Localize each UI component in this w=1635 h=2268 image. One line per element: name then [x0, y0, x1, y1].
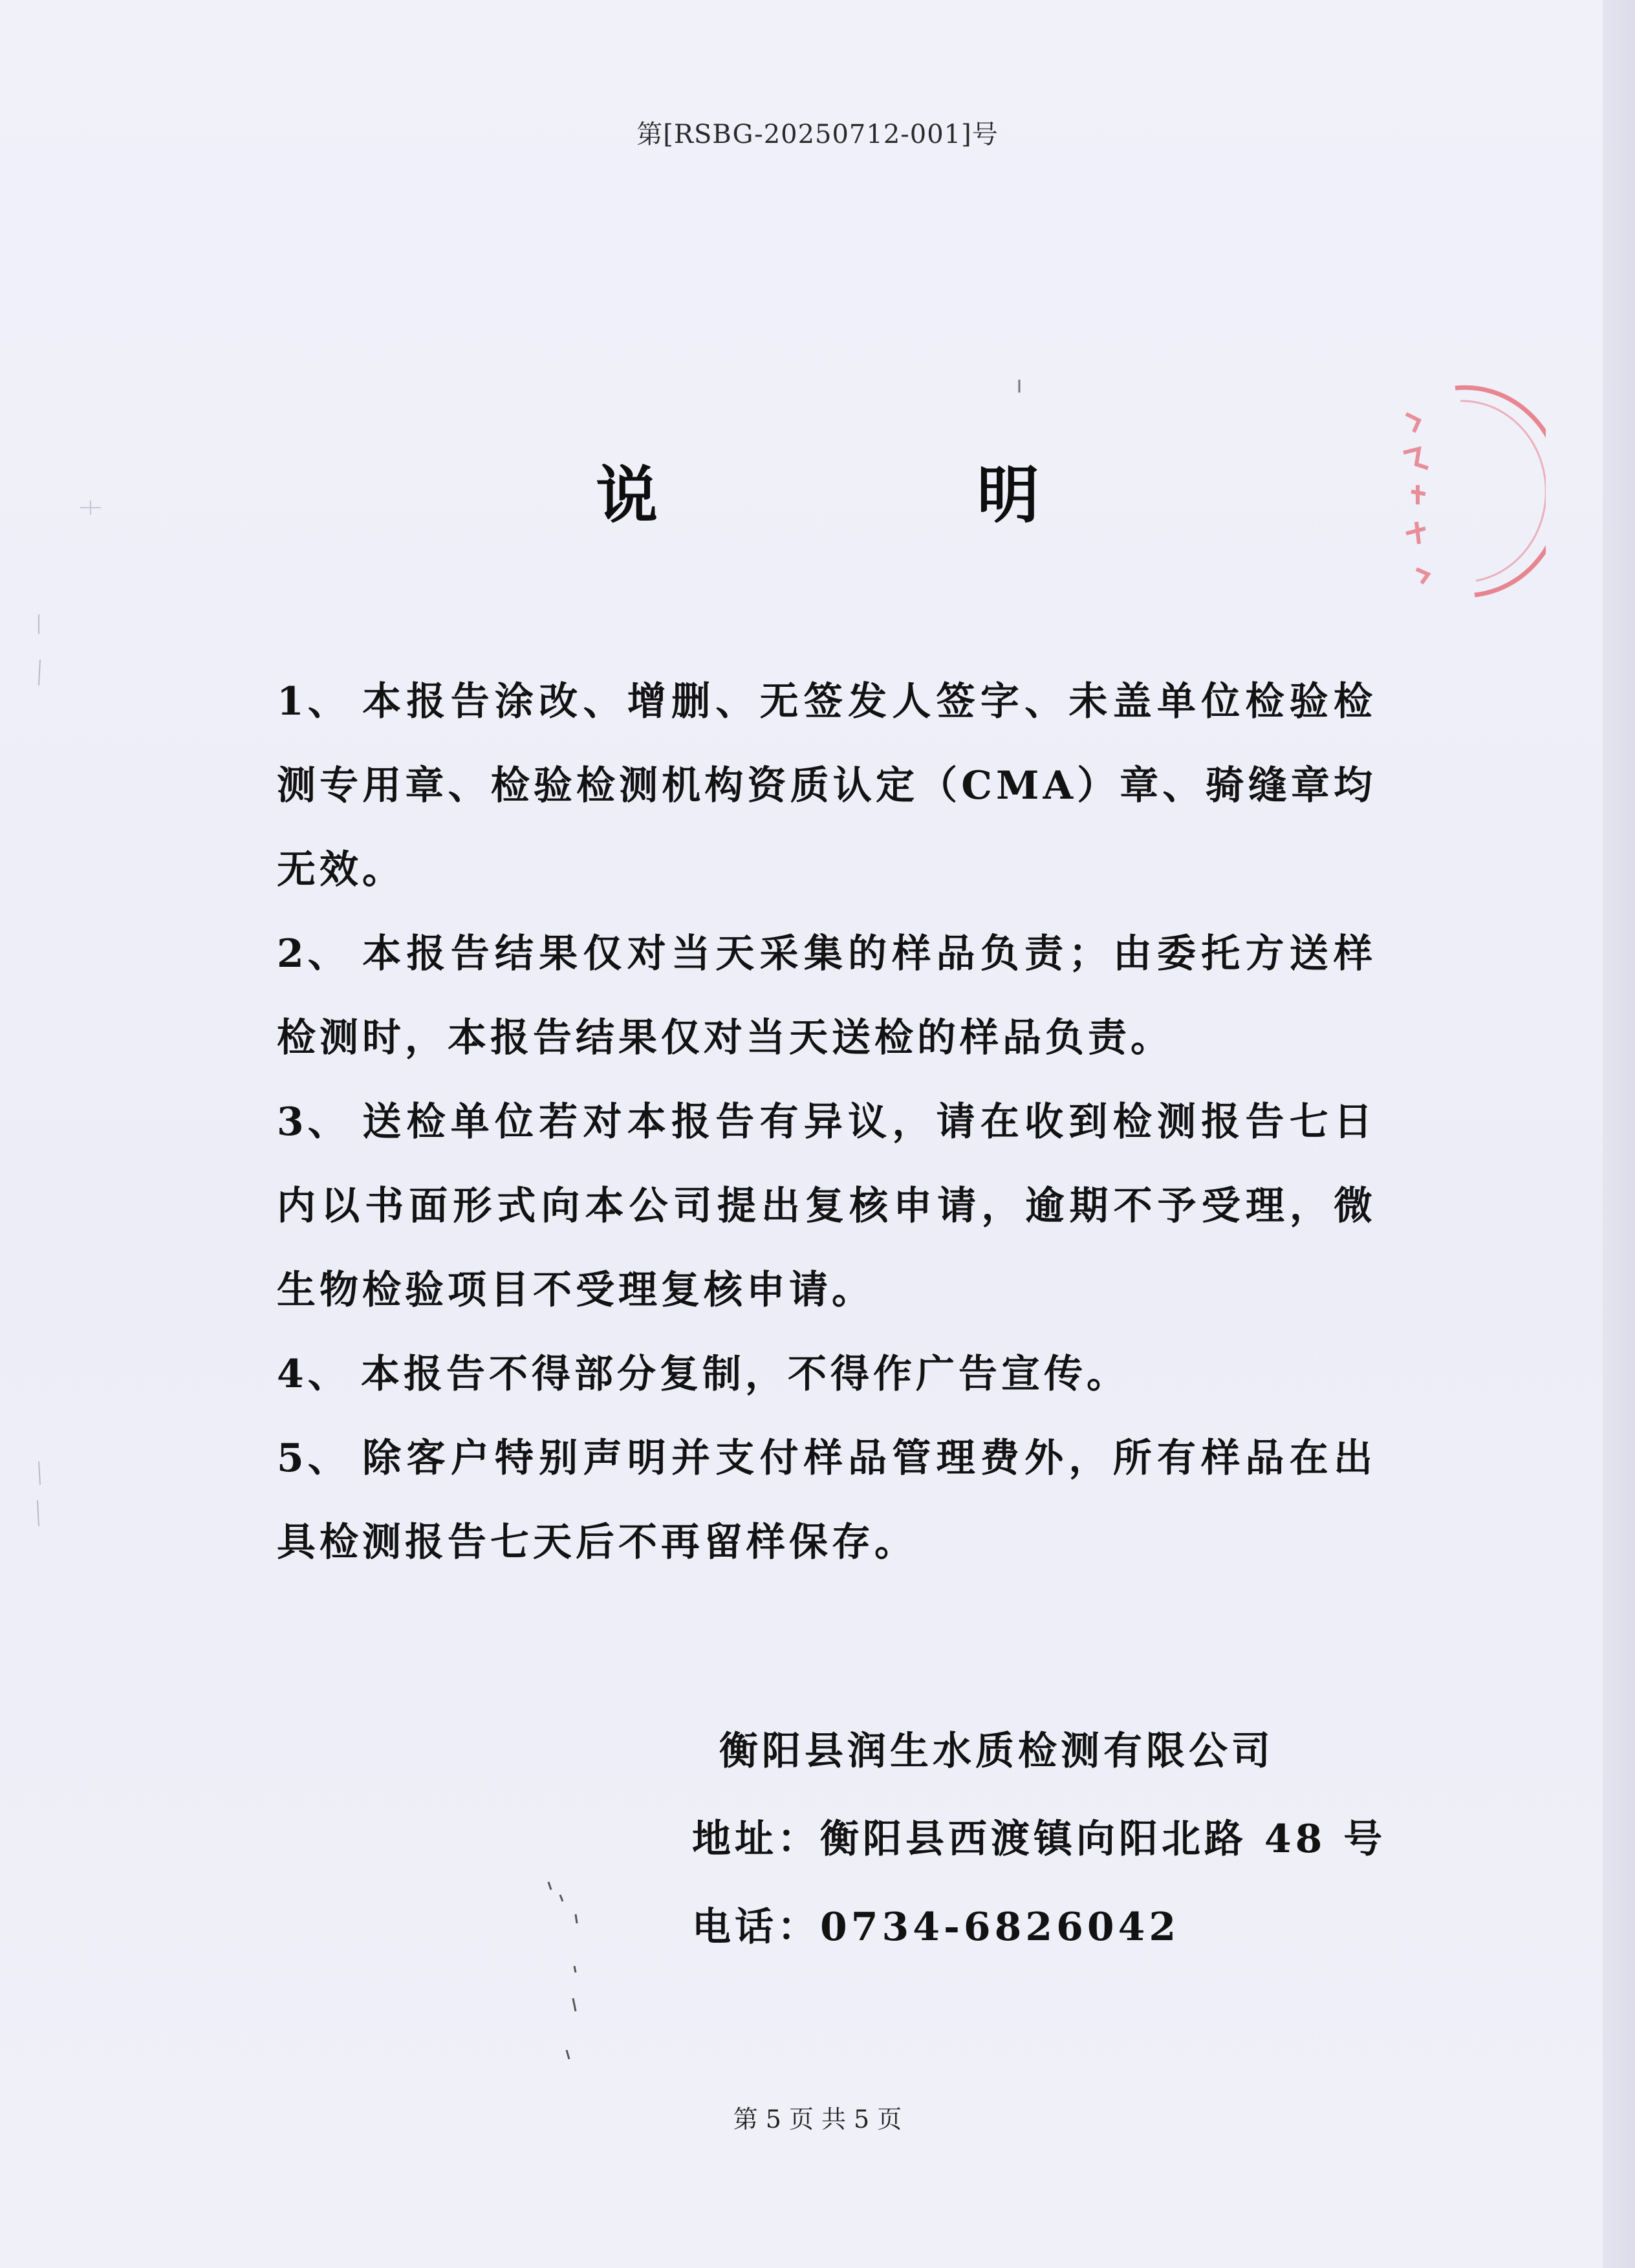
speck-mark — [78, 498, 103, 517]
note-text: 除客户特别声明并支付样品管理费外，所有样品在出具检测报告七天后不再留样保存。 — [277, 1436, 1376, 1565]
company-phone: 电话：0734-6826042 — [692, 1905, 1180, 1950]
company-address: 地址：衡阳县西渡镇向阳北路 48 号 — [692, 1817, 1387, 1862]
document-title: 说 明 — [596, 459, 1188, 532]
note-number: 2、 — [277, 931, 351, 977]
note-item — [277, 1416, 1376, 1584]
note-text: 本报告涂改、增删、无签发人签字、未盖单位检验检测专用章、检验检测机构资质认定（CMA）章、骑缝章均无效。 — [277, 679, 1376, 892]
speck-mark — [1015, 378, 1023, 394]
note-text: 本报告结果仅对当天采集的样品负责；由委托方送样检测时，本报告结果仅对当天送检的样品负责。 — [277, 931, 1376, 1061]
page-footer — [0, 2099, 1635, 2135]
note-item — [277, 660, 1376, 912]
binding-marks — [26, 582, 52, 1552]
note-number: 4、 — [277, 1352, 351, 1397]
footer-middle: 页 共 — [788, 2105, 847, 2133]
footer-current-page: 5 — [765, 2105, 781, 2133]
seal-stamp-icon — [1378, 375, 1546, 608]
footer-prefix: 第 — [733, 2105, 758, 2133]
company-info — [692, 1707, 1468, 1971]
scan-edge — [1603, 0, 1635, 2268]
note-item — [277, 1332, 1376, 1416]
note-item — [277, 1080, 1376, 1332]
footer-suffix: 页 — [877, 2105, 902, 2133]
note-number: 3、 — [277, 1099, 351, 1145]
speck-mark — [543, 1875, 582, 2069]
company-name: 衡阳县润生水质检测有限公司 — [719, 1729, 1274, 1774]
note-number: 1、 — [277, 679, 351, 724]
notes-list — [277, 660, 1376, 1584]
note-number: 5、 — [277, 1436, 351, 1481]
note-item — [277, 912, 1376, 1080]
note-text: 送检单位若对本报告有异议，请在收到检测报告七日内以书面形式向本公司提出复核申请，逾期不予受理，微生物检验项目不受理复核申请。 — [277, 1099, 1376, 1313]
report-number: 第[RSBG-20250712-001]号 — [636, 120, 999, 149]
footer-total-pages: 5 — [854, 2105, 870, 2133]
note-text: 本报告不得部分复制，不得作广告宣传。 — [361, 1352, 1129, 1397]
